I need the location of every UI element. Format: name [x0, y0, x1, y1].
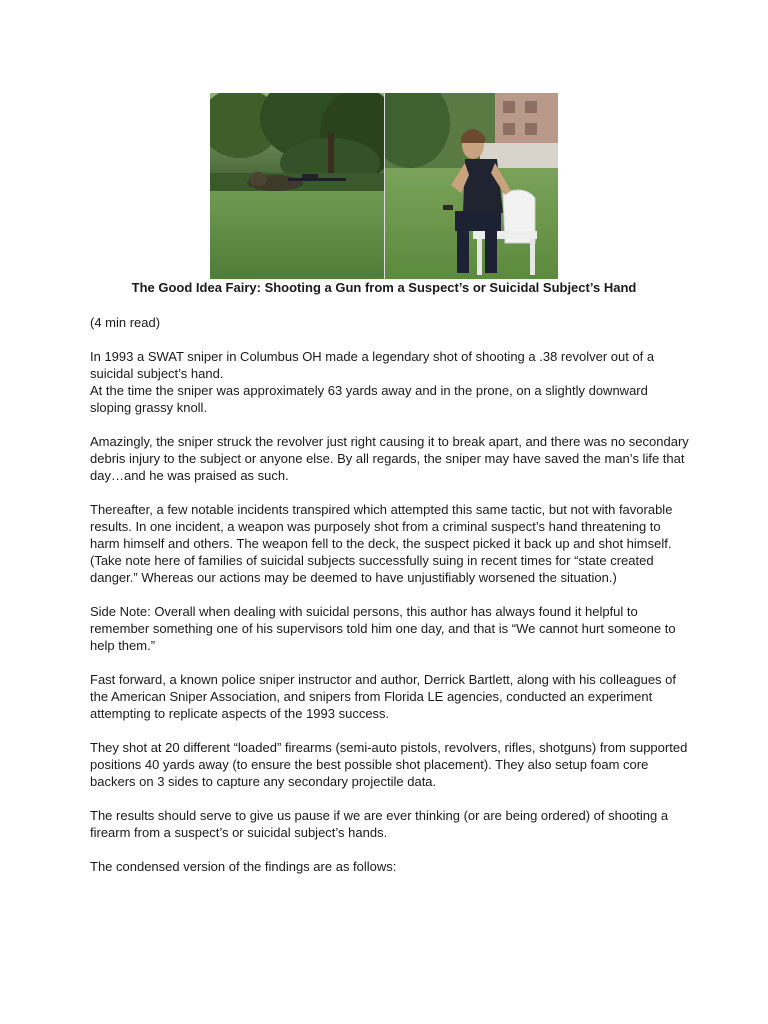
- paragraph: Thereafter, a few notable incidents transpired which attempted this same tactic, but not with favorable results. In one incident, a weapon was purposely shot from a criminal suspect’s hand threatening to harm himself and others. The weapon fell to the deck, the suspect picked it back up and shot himself. (Take note here of families of suicidal subjects successfully suing in recent times for “state created danger.” Whereas our actions may be deemed to have unjustifiably worsened the situation.): [90, 502, 673, 585]
- sniper-photo: [210, 93, 384, 279]
- subject-photo: [384, 93, 559, 279]
- article-body: [90, 314, 690, 892]
- paragraph: At the time the sniper was approximately 63 yards away and in the prone, on a slightly downward sloping grassy knoll.: [90, 383, 648, 415]
- paragraph: They shot at 20 different “loaded” firearms (semi-auto pistols, revolvers, rifles, shotguns) from supported positions 40 yards away (to ensure the best possible shot placement). They also setup foam core backers on 3 sides to capture any secondary projectile data.: [90, 740, 688, 789]
- article-photos: [210, 93, 558, 279]
- paragraph: The condensed version of the findings are as follows:: [90, 859, 397, 874]
- sniper-photo-image: [210, 93, 384, 279]
- paragraph: Fast forward, a known police sniper instructor and author, Derrick Bartlett, along with his colleagues of the American Sniper Association, and snipers from Florida LE agencies, conducted an experiment attempting to replicate aspects of the 1993 success.: [90, 672, 677, 721]
- paragraph: Amazingly, the sniper struck the revolver just right causing it to break apart, and there was no secondary debris injury to the subject or anyone else. By all regards, the sniper may have saved the man’s life that day…and he was praised as such.: [90, 434, 689, 483]
- subject-photo-image: [385, 93, 559, 279]
- paragraph: In 1993 a SWAT sniper in Columbus OH made a legendary shot of shooting a .38 revolver out of a suicidal subject’s hand.: [90, 349, 655, 381]
- paragraph: The results should serve to give us pause if we are ever thinking (or are being ordered) of shooting a firearm from a suspect’s or suicidal subject’s hands.: [90, 808, 669, 840]
- read-time: (4 min read): [90, 315, 161, 330]
- article-title: The Good Idea Fairy: Shooting a Gun from a Suspect’s or Suicidal Subject’s Hand: [131, 280, 637, 295]
- paragraph: Side Note: Overall when dealing with suicidal persons, this author has always found it helpful to remember something one of his supervisors told him one day, and that is “We cannot hurt someone to help them.”: [90, 604, 676, 653]
